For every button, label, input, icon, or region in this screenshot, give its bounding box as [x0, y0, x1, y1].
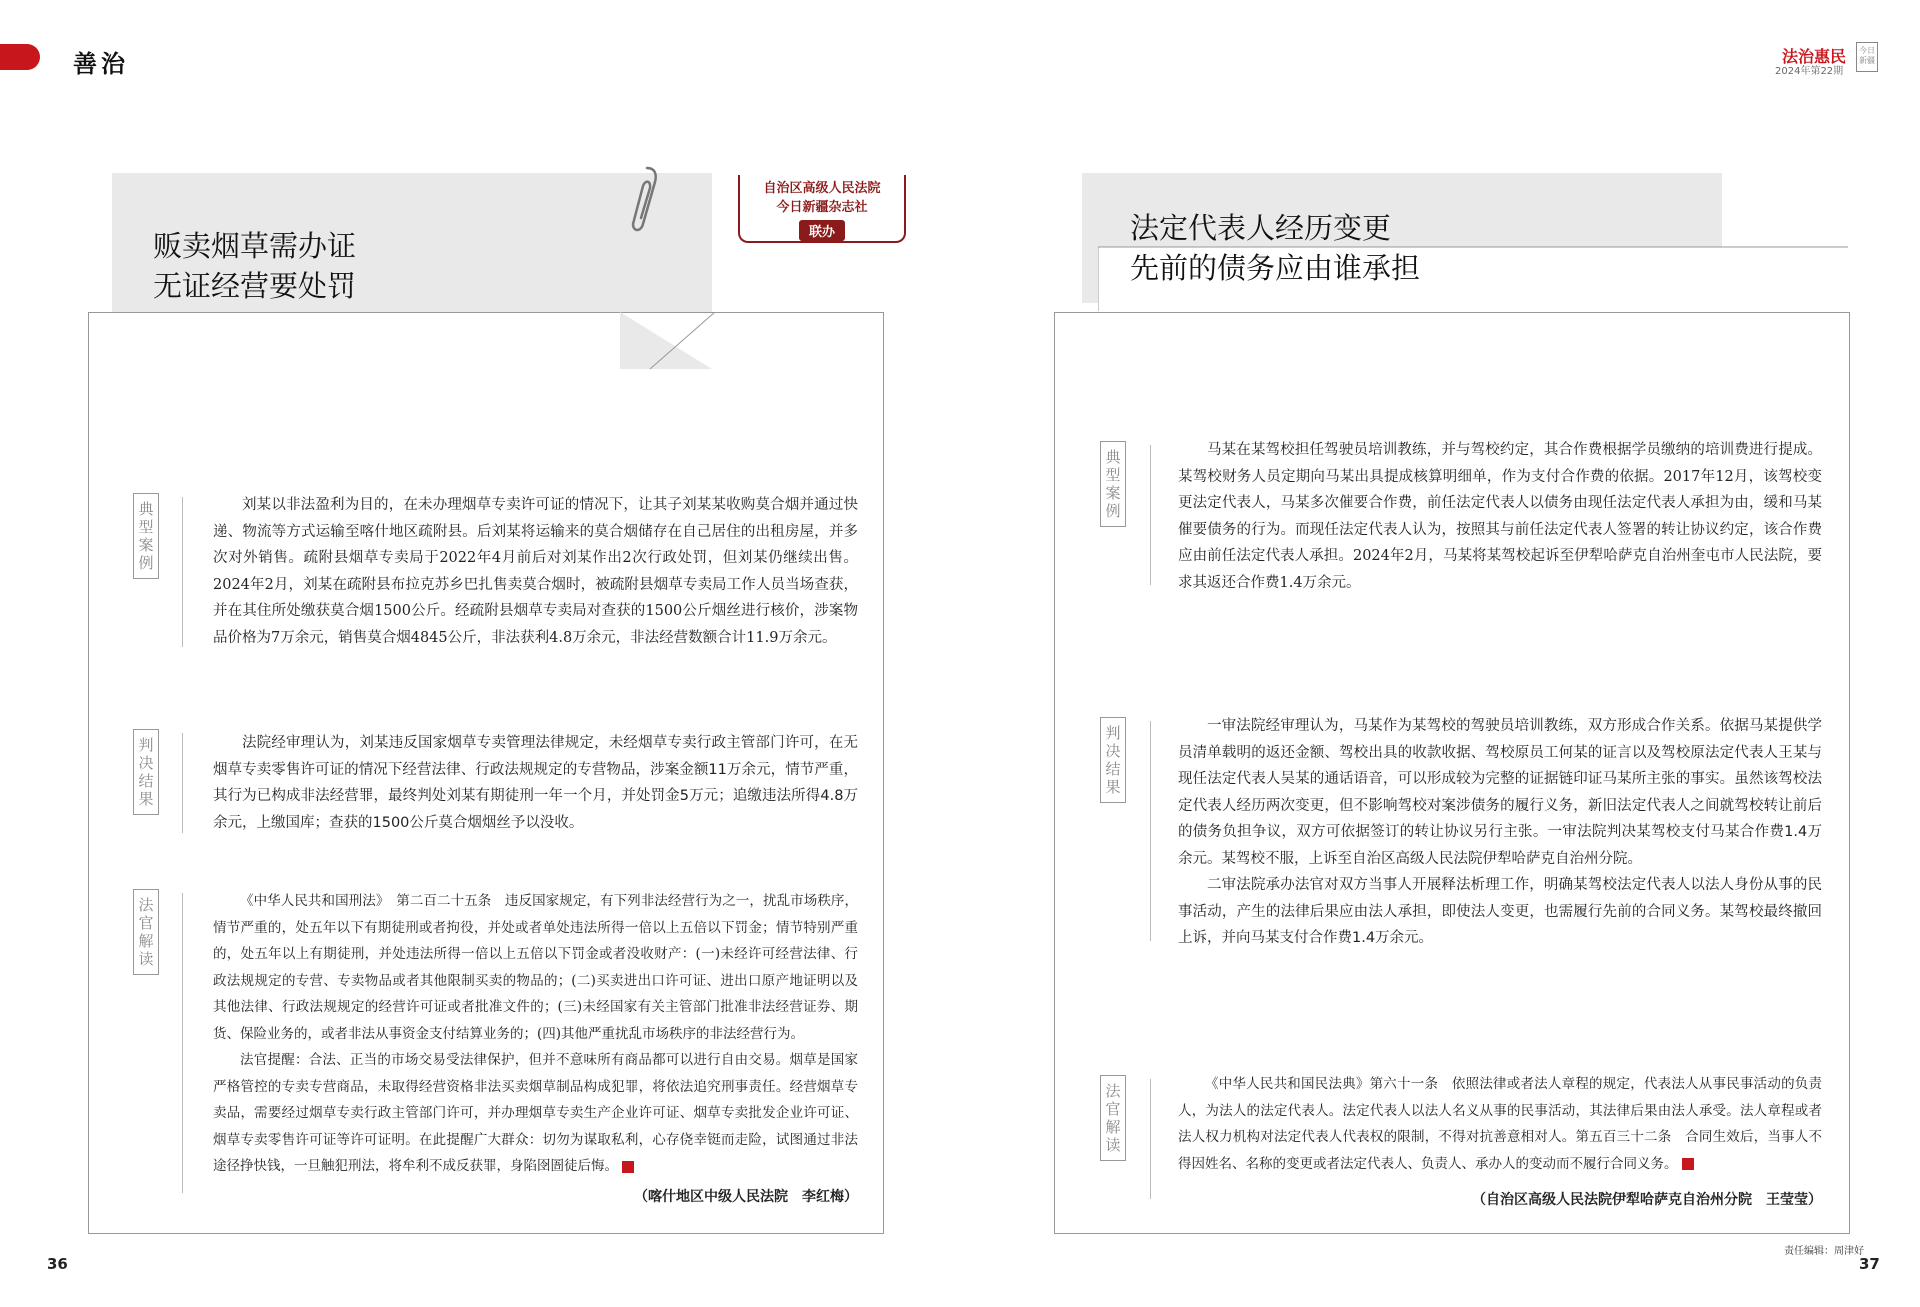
left-divider-case: [182, 497, 183, 647]
right-interpret-section: [1178, 1071, 1822, 1209]
left-divider-interpret: [182, 893, 183, 1193]
right-article-title: [1130, 208, 1420, 288]
left-title-line1: 贩卖烟草需办证: [153, 229, 357, 263]
left-interpret-section: [213, 888, 858, 1206]
left-label-judgment: 判决结果: [133, 729, 159, 815]
left-article-title: [153, 226, 356, 306]
left-title-line2: 无证经营要处罚: [153, 269, 357, 303]
right-label-interpret: 法官解读: [1100, 1075, 1126, 1161]
paperclip-icon: [625, 162, 665, 242]
right-byline: （自治区高级人民法院伊犁哈萨克自治州分院 王莹莹）: [1472, 1192, 1822, 1208]
left-interpret-text1: 《中华人民共和国刑法》 第二百二十五条 违反国家规定，有下列非法经营行为之一，扰乱市场秩序，情节严重的，处五年以下有期徒刑或者拘役，并处或者单处违法所得一倍以上五倍以下罚金；情节特别严重的，处五年以上有期徒刑，并处违法所得一倍以上五倍以下罚金或者没收财产：(一)未经许可经营法律、行政法规规定的专营、专卖物品或者其他限制买卖的物品的；(二)买卖进出口许可证、进出口原产地证明以及其他法律、行政法规规定的经营许可证或者批准文件的；(三)未经国家有关主管部门批准非法经营证券、期货、保险业务的，或者非法从事资金支付结算业务的；(四)其他严重扰乱市场秩序的非法经营行为。: [213, 893, 858, 1042]
right-page-number: 37: [1859, 1255, 1880, 1273]
stamp-line2: 今日新疆杂志社: [776, 200, 868, 215]
left-case-section: [213, 492, 858, 651]
right-case-section: [1178, 437, 1822, 596]
right-divider-case: [1150, 445, 1151, 585]
left-judgment-section: [213, 730, 858, 836]
end-mark-icon: [1682, 1158, 1694, 1170]
editor-credit: 责任编辑：周津好: [1784, 1246, 1864, 1257]
right-judgment-text1: 一审法院经审理认为，马某作为某驾校的驾驶员培训教练，双方形成合作关系。依据马某提供学员清单载明的返还金额、驾校出具的收款收据、驾校原员工何某的证言以及驾校原法定代表人王某与现任法定代表人吴某的通话语音，可以形成较为完整的证据链印证马某所主张的事实。虽然该驾校法定代表人经历两次变更，但不影响驾校对案涉债务的履行义务，新旧法定代表人之间就驾校转让前后的债务负担争议，双方可依据签订的转让协议另行主张。一审法院判决某驾校支付马某合作费1.4万余元。某驾校不服，上诉至自治区高级人民法院伊犁哈萨克自治州分院。: [1178, 718, 1822, 867]
left-label-interpret: 法官解读: [133, 889, 159, 975]
left-byline: （喀什地区中级人民法院 李红梅）: [634, 1188, 858, 1205]
section-title: 善治: [73, 49, 129, 78]
right-case-text: 马某在某驾校担任驾驶员培训教练，并与驾校约定，其合作费根据学员缴纳的培训费进行提成。某驾校财务人员定期向马某出具提成核算明细单，作为支付合作费的依据。2017年12月，该驾校变更法定代表人，马某多次催要合作费，前任法定代表人以债务由现任法定代表人承担为由，缓和马某催要债务的行为。而现任法定代表人认为，按照其与前任法定代表人签署的转让协议约定，该合作费应由前任法定代表人承担。2024年2月，马某将某驾校起诉至伊犁哈萨克自治州奎屯市人民法院，要求其返还合作费1.4万余元。: [1178, 442, 1822, 591]
right-label-judgment: 判决结果: [1100, 717, 1126, 803]
left-divider-judgment: [182, 733, 183, 833]
magazine-column-name: 法治惠民: [1782, 47, 1847, 66]
left-title-fold: [620, 312, 720, 372]
left-interpret-text2: [213, 1047, 858, 1180]
right-title-line1: 法定代表人经历变更: [1130, 211, 1392, 245]
right-divider-judgment: [1150, 721, 1151, 941]
joint-host-stamp: [738, 175, 906, 243]
left-interpret-text2-content: 法官提醒：合法、正当的市场交易受法律保护，但并不意味所有商品都可以进行自由交易。烟草是国家严格管控的专卖专营商品，未取得经营资格非法买卖烟草制品构成犯罪，将依法追究刑事责任。经营烟草专卖品，需要经过烟草专卖行政主管部门许可，并办理烟草专卖生产企业许可证、烟草专卖批发企业许可证、烟草专卖零售许可证等许可证明。在此提醒广大群众：切勿为谋取私利，心存侥幸铤而走险，试图通过非法途径挣快钱，一旦触犯刑法，将牟利不成反获罪，身陷囹圄徒后悔。: [213, 1052, 858, 1174]
section-accent-bar: [0, 44, 40, 70]
left-case-text: 刘某以非法盈利为目的，在未办理烟草专卖许可证的情况下，让其子刘某某收购莫合烟并通过快递、物流等方式运输至喀什地区疏附县。后刘某将运输来的莫合烟储存在自己居住的出租房屋，并多次对外销售。疏附县烟草专卖局于2022年4月前后对刘某作出2次行政处罚，但刘某仍继续出售。2024年2月，刘某在疏附县布拉克苏乡巴扎售卖莫合烟时，被疏附县烟草专卖局工作人员当场查获，并在其住所处缴获莫合烟1500公斤。经疏附县烟草专卖局对查获的1500公斤烟丝进行核价，涉案物品价格为7万余元，销售莫合烟4845公斤，非法获利4.8万余元，非法经营数额合计11.9万余元。: [213, 497, 858, 646]
end-mark-icon: [622, 1161, 634, 1173]
right-label-case: 典型案例: [1100, 441, 1126, 527]
stamp-line1: 自治区高级人民法院: [763, 181, 881, 196]
right-interpret-text-content: 《中华人民共和国民法典》第六十一条 依照法律或者法人章程的规定，代表法人从事民事活动的负责人，为法人的法定代表人。法定代表人以法人名义从事的民事活动，其法律后果由法人承受。法人章程或者法人权力机构对法定代表人代表权的限制，不得对抗善意相对人。第五百三十二条 合同生效后，当事人不得因姓名、名称的变更或者法定代表人、负责人、承办人的变动而不履行合同义务。: [1178, 1076, 1822, 1172]
left-label-case: 典型案例: [133, 493, 159, 579]
right-judgment-section: [1178, 713, 1822, 952]
right-title-line2: 先前的债务应由谁承担: [1130, 251, 1421, 285]
right-divider-interpret: [1150, 1079, 1151, 1199]
stamp-tag: 联办: [799, 220, 845, 241]
right-judgment-text2: 二审法院承办法官对双方当事人开展释法析理工作，明确某驾校法定代表人以法人身份从事的民事活动，产生的法律后果应由法人承担，即使法人变更，也需履行先前的合同义务。某驾校最终撤回上诉，并向马某支付合作费1.4万余元。: [1178, 877, 1822, 946]
left-page-number: 36: [47, 1255, 68, 1273]
right-interpret-text: [1178, 1071, 1822, 1177]
magazine-logo: 今日新疆: [1856, 42, 1878, 72]
magazine-issue: 2024年第22期: [1775, 66, 1844, 77]
left-judgment-text: 法院经审理认为，刘某违反国家烟草专卖管理法律规定，未经烟草专卖行政主管部门许可，在无烟草专卖零售许可证的情况下经营法律、行政法规规定的专营物品，涉案金额11万余元，情节严重，其行为已构成非法经营罪，最终判处刘某有期徒刑一年一个月，并处罚金5万元；追缴违法所得4.8万余元，上缴国库；查获的1500公斤莫合烟烟丝予以没收。: [213, 735, 859, 831]
